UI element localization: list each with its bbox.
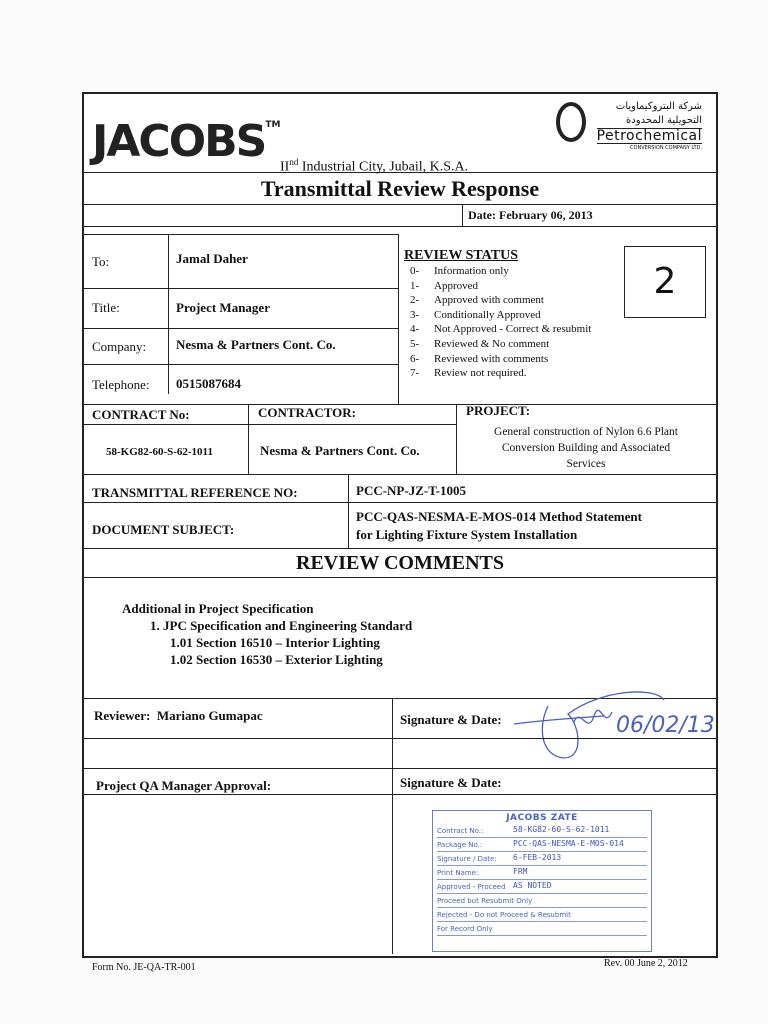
comment-line: 1. JPC Specification and Engineering Standard bbox=[150, 618, 413, 633]
review-status-list bbox=[410, 264, 591, 381]
review-comments-body bbox=[122, 600, 412, 668]
contractor-label: CONTRACTOR: bbox=[258, 405, 356, 420]
stamp-row: Contract No.: 58-KG82-60-S-62-1011 bbox=[437, 825, 647, 838]
transmittal-ref-value: PCC-NP-JZ-T-1005 bbox=[356, 483, 467, 498]
qa-signature-date-label: Signature & Date: bbox=[400, 775, 502, 790]
review-status-item: 2- Approved with comment bbox=[410, 294, 544, 307]
reviewer-signature-date-label: Signature & Date: bbox=[400, 712, 502, 727]
to-value: Jamal Daher bbox=[176, 251, 248, 266]
qa-approval-label: Project QA Manager Approval: bbox=[96, 778, 272, 793]
contract-no-label: CONTRACT No: bbox=[92, 407, 190, 422]
petrochemical-arabic-name: شركة البتروكيماويات التحويلية المحدودة bbox=[615, 101, 702, 126]
form-number: Form No. JE-QA-TR-001 bbox=[92, 962, 196, 973]
stamp-row: Signature / Date: 6-FEB-2013 bbox=[437, 853, 647, 866]
document-subject-value: PCC-QAS-NESMA-E-MOS-014 Method Statement for Lighting Fixture System Installation bbox=[356, 509, 642, 542]
contractor-value: Nesma & Partners Cont. Co. bbox=[260, 443, 420, 458]
comment-line: 1.01 Section 16510 – Interior Lighting bbox=[170, 635, 380, 650]
comment-line: 1.02 Section 16530 – Exterior Lighting bbox=[170, 652, 383, 667]
review-comments-title: REVIEW COMMENTS bbox=[296, 552, 504, 574]
review-status-value: 2 bbox=[624, 246, 706, 318]
stamp-title: JACOBS ZATE bbox=[506, 813, 578, 823]
petrochemical-ring-icon bbox=[556, 102, 586, 142]
review-status-item: 5- Reviewed & No comment bbox=[410, 337, 550, 350]
review-status-title: REVIEW STATUS bbox=[404, 248, 518, 263]
project-label: PROJECT: bbox=[466, 403, 531, 418]
transmittal-form bbox=[82, 92, 718, 958]
telephone-value: 0515087684 bbox=[176, 376, 241, 391]
contract-no-value: 58-KG82-60-S-62-1011 bbox=[106, 446, 213, 458]
petrochemical-name: Petrochemical bbox=[596, 128, 702, 144]
review-status-item: 6- Reviewed with comments bbox=[410, 352, 549, 365]
to-label: To: bbox=[92, 254, 110, 269]
title-value: Project Manager bbox=[176, 300, 270, 315]
company-label: Company: bbox=[92, 339, 147, 354]
review-status-item: 7- Review not required. bbox=[410, 367, 527, 380]
title-label: Title: bbox=[92, 300, 120, 315]
stamp-row: Print Name: FRM bbox=[437, 867, 647, 880]
comment-line: Additional in Project Specification bbox=[122, 601, 314, 616]
transmittal-ref-label: TRANSMITTAL REFERENCE NO: bbox=[92, 485, 298, 500]
address: IInd Industrial City, Jubail, K.S.A. bbox=[280, 157, 469, 175]
review-status-item: 4- Not Approved - Correct & resubmit bbox=[410, 323, 592, 336]
review-status-item: 3- Conditionally Approved bbox=[410, 308, 541, 321]
telephone-label: Telephone: bbox=[92, 377, 150, 392]
reviewer-signature bbox=[504, 686, 715, 772]
reviewer-name: Mariano Gumapac bbox=[156, 708, 263, 723]
date: Date: February 06, 2013 bbox=[468, 208, 593, 222]
svg-text:06/02/13: 06/02/13 bbox=[616, 713, 715, 738]
approval-stamp bbox=[432, 810, 652, 952]
stamp-row: For Record Only bbox=[437, 923, 647, 936]
petrochemical-subtitle: CONVERSION COMPANY LTD. bbox=[630, 145, 702, 151]
stamp-row: Proceed but Resubmit Only bbox=[437, 895, 647, 908]
reviewer-label: Reviewer: Mariano Gumapac bbox=[94, 708, 263, 723]
stamp-row: Package No.: PCC-QAS-NESMA-E-MOS-014 bbox=[437, 839, 647, 852]
form-title: Transmittal Review Response bbox=[260, 176, 540, 201]
jacobs-logo: JACOBS™ bbox=[92, 116, 281, 167]
review-status-item: 1- Approved bbox=[410, 279, 478, 292]
petrochemical-logo bbox=[552, 98, 702, 154]
project-value: General construction of Nylon 6.6 Plant Conversion Building and Associated Services bbox=[494, 426, 678, 470]
revision: Rev. 00 June 2, 2012 bbox=[604, 958, 688, 969]
document-subject-label: DOCUMENT SUBJECT: bbox=[92, 522, 235, 537]
review-status-item: 0- Information only bbox=[410, 265, 509, 277]
stamp-row: Approved - Proceed AS NOTED bbox=[437, 881, 647, 894]
company-value: Nesma & Partners Cont. Co. bbox=[176, 337, 336, 352]
stamp-row: Rejected - Do not Proceed & Resubmit bbox=[437, 909, 647, 922]
